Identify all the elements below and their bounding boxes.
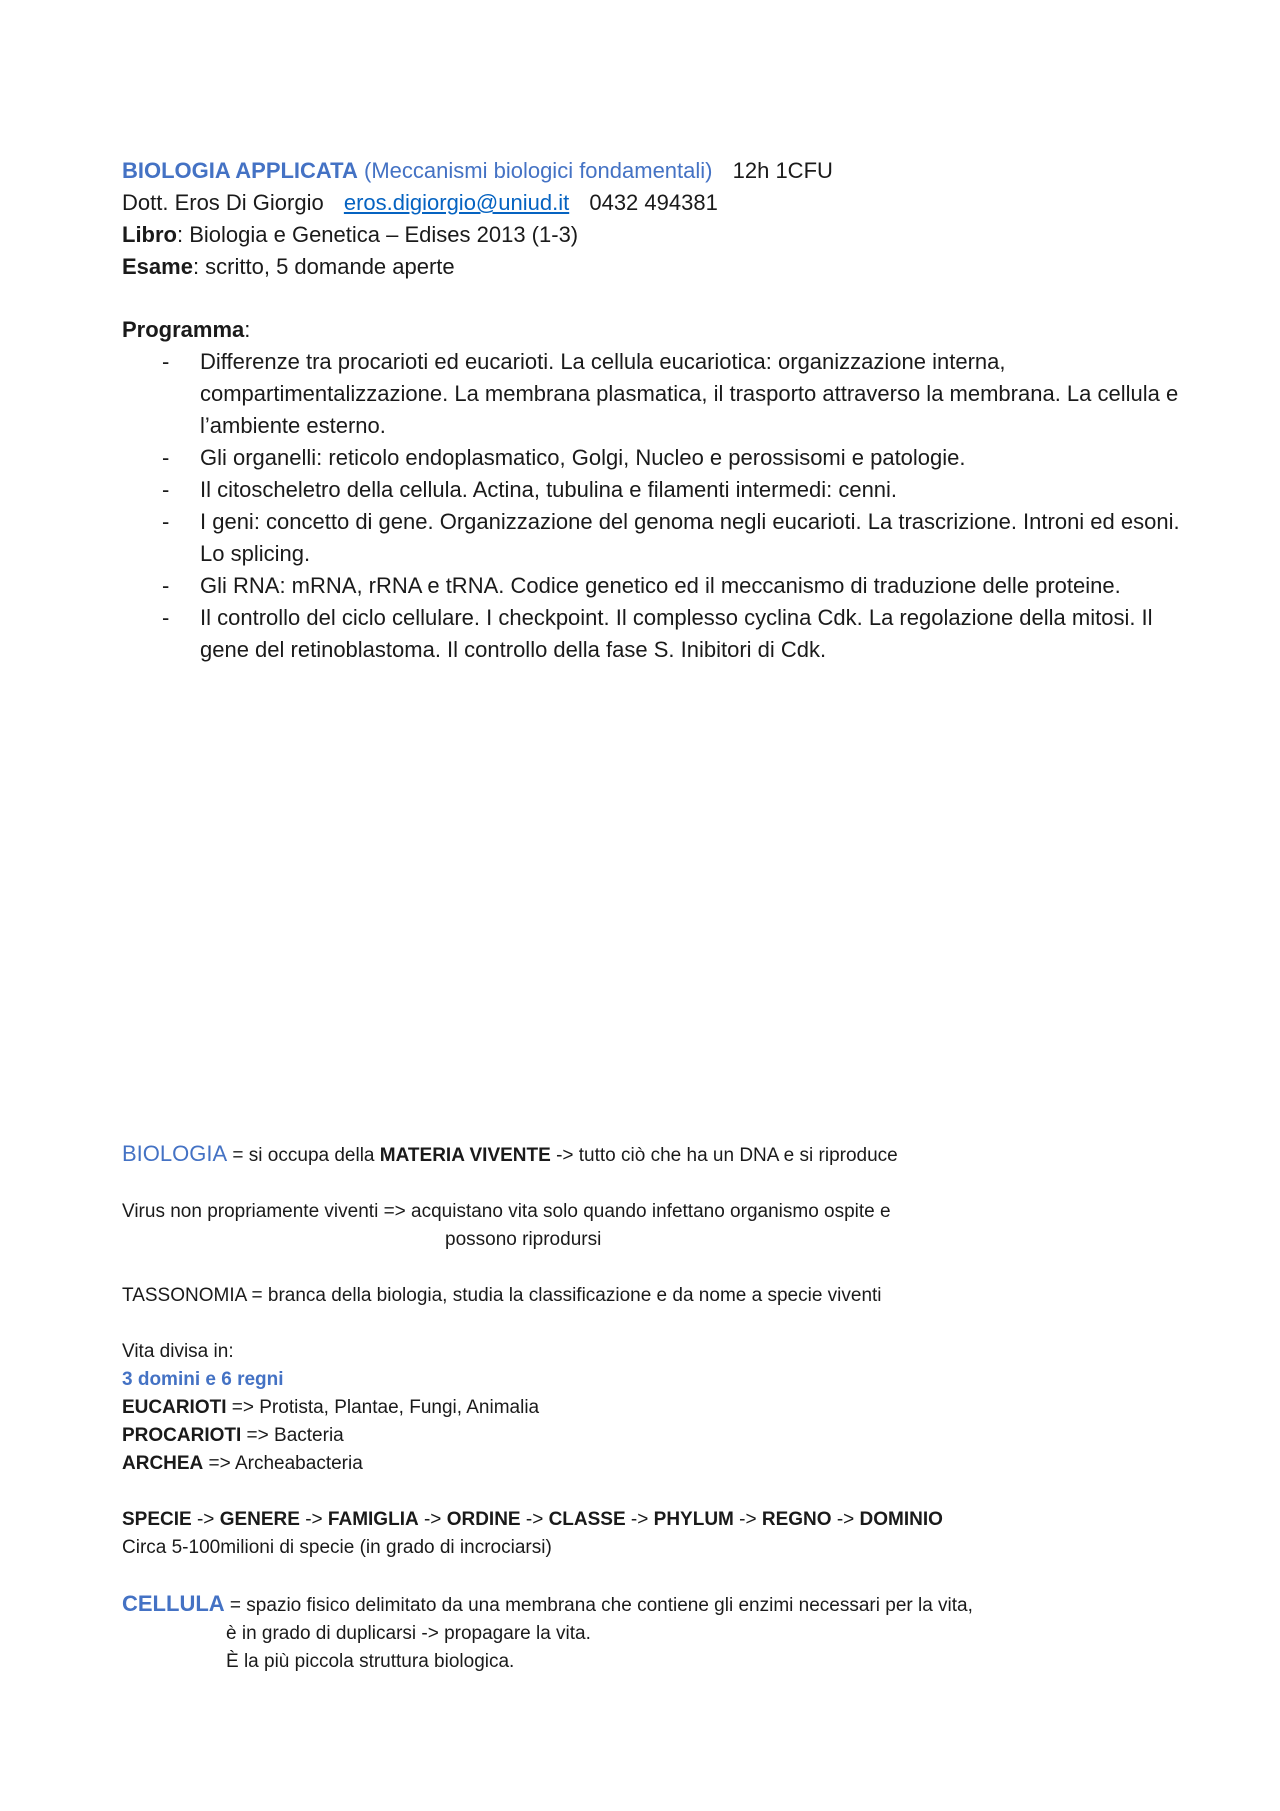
notes-section	[122, 1140, 1182, 1676]
program-item	[122, 442, 1182, 474]
taxon-level: FAMIGLIA	[327, 1509, 419, 1530]
program-item-text: Differenze tra procarioti ed eucarioti. La cellula eucariotica: organizzazione interna, compartimentalizzazione. La membrana plasmatica, il trasporto attraverso la membrana. La cellula e l’ambiente esterno.	[200, 349, 1179, 438]
bullet-dash: -	[162, 509, 170, 534]
exam-value: : scritto, 5 domande aperte	[192, 254, 455, 279]
exam-label: Esame	[122, 254, 193, 279]
materia-vivente: MATERIA VIVENTE	[379, 1145, 551, 1166]
bullet-dash: -	[162, 605, 170, 630]
bullet-dash: -	[162, 445, 170, 470]
taxon-level: DOMINIO	[859, 1509, 943, 1530]
cellula-line-1: = spazio fisico delimitato da una membrana che contiene gli enzimi necessari per la vita,	[224, 1595, 973, 1616]
book-line	[122, 219, 1162, 251]
program-section	[122, 314, 1182, 666]
program-item	[122, 346, 1182, 442]
course-header	[122, 155, 1162, 283]
domain-row	[122, 1394, 1182, 1422]
biologia-definition	[122, 1140, 1182, 1170]
program-item-text: I geni: concetto di gene. Organizzazione del genoma negli eucarioti. La trascrizione. Introni ed esoni. Lo splicing.	[200, 509, 1180, 566]
program-heading	[122, 314, 1182, 346]
hierarchy-arrow: ->	[520, 1509, 549, 1530]
domain-name: ARCHEA	[122, 1453, 204, 1474]
hierarchy-arrow: ->	[299, 1509, 328, 1530]
bullet-dash: -	[162, 477, 170, 502]
domain-kingdoms: => Protista, Plantae, Fungi, Animalia	[226, 1397, 540, 1418]
cellula-line-3: È la più piccola struttura biologica.	[226, 1651, 515, 1672]
virus-line-1: Virus non propriamente viventi => acquistano vita solo quando infettano organismo ospite e	[122, 1201, 891, 1222]
exam-line	[122, 251, 1162, 283]
program-item	[122, 570, 1182, 602]
cellula-definition	[122, 1590, 1182, 1620]
hierarchy-arrow: ->	[625, 1509, 654, 1530]
species-count: Circa 5-100milioni di specie (in grado di incrociarsi)	[122, 1537, 552, 1558]
taxon-level: PHYLUM	[653, 1509, 734, 1530]
course-subtitle: (Meccanismi biologici fondamentali)	[364, 158, 713, 183]
program-item-text: Il citoscheletro della cellula. Actina, tubulina e filamenti intermedi: cenni.	[200, 477, 898, 502]
book-value: : Biologia e Genetica – Edises 2013 (1-3)	[177, 222, 579, 247]
book-label: Libro	[122, 222, 177, 247]
biologia-pre: = si occupa della	[227, 1145, 380, 1166]
program-item-text: Il controllo del ciclo cellulare. I checkpoint. Il complesso cyclina Cdk. La regolazione della mitosi. Il gene del retinoblastoma. Il controllo della fase S. Inibitori di Cdk.	[200, 605, 1153, 662]
program-item-text: Gli RNA: mRNA, rRNA e tRNA. Codice genetico ed il meccanismo di traduzione delle proteine.	[200, 573, 1121, 598]
program-label: Programma	[122, 317, 245, 342]
course-hours: 12h 1CFU	[732, 158, 833, 183]
taxon-level: REGNO	[761, 1509, 832, 1530]
program-item	[122, 602, 1182, 666]
vita-intro: Vita divisa in:	[122, 1341, 234, 1362]
hierarchy-arrow: ->	[191, 1509, 220, 1530]
hierarchy-arrow: ->	[418, 1509, 447, 1530]
teacher-email-link[interactable]: eros.digiorgio@uniud.it	[343, 190, 570, 215]
taxon-level: CLASSE	[548, 1509, 626, 1530]
program-item	[122, 506, 1182, 570]
domain-row	[122, 1450, 1182, 1478]
program-colon: :	[244, 317, 251, 342]
virus-line-2: possono riprodursi	[445, 1229, 602, 1250]
domain-kingdoms: => Archeabacteria	[203, 1453, 363, 1474]
hierarchy-arrow: ->	[733, 1509, 762, 1530]
taxon-level: ORDINE	[446, 1509, 521, 1530]
program-item	[122, 474, 1182, 506]
domain-name: PROCARIOTI	[122, 1425, 242, 1446]
cellula-term: CELLULA	[122, 1591, 225, 1616]
domain-name: EUCARIOTI	[122, 1397, 227, 1418]
biologia-post: -> tutto ciò che ha un DNA e si riproduce	[550, 1145, 898, 1166]
tassonomia-definition: TASSONOMIA = branca della biologia, studia la classificazione e da nome a specie viventi	[122, 1285, 882, 1306]
teacher-phone: 0432 494381	[589, 190, 718, 215]
bullet-dash: -	[162, 573, 170, 598]
hierarchy-arrow: ->	[831, 1509, 860, 1530]
taxonomy-hierarchy	[122, 1506, 1182, 1534]
course-title-line	[122, 155, 1162, 187]
taxon-level: SPECIE	[122, 1509, 192, 1530]
teacher-name: Dott. Eros Di Giorgio	[122, 190, 324, 215]
teacher-line	[122, 187, 1162, 219]
domain-kingdoms: => Bacteria	[241, 1425, 344, 1446]
cellula-line-2: è in grado di duplicarsi -> propagare la vita.	[226, 1623, 591, 1644]
program-item-text: Gli organelli: reticolo endoplasmatico, Golgi, Nucleo e perossisomi e patologie.	[200, 445, 966, 470]
bullet-dash: -	[162, 349, 170, 374]
domain-row	[122, 1422, 1182, 1450]
domini-regni-heading: 3 domini e 6 regni	[122, 1369, 284, 1390]
biologia-term: BIOLOGIA	[122, 1141, 228, 1166]
course-title: BIOLOGIA APPLICATA	[122, 158, 358, 183]
taxon-level: GENERE	[219, 1509, 300, 1530]
program-list	[122, 346, 1182, 666]
